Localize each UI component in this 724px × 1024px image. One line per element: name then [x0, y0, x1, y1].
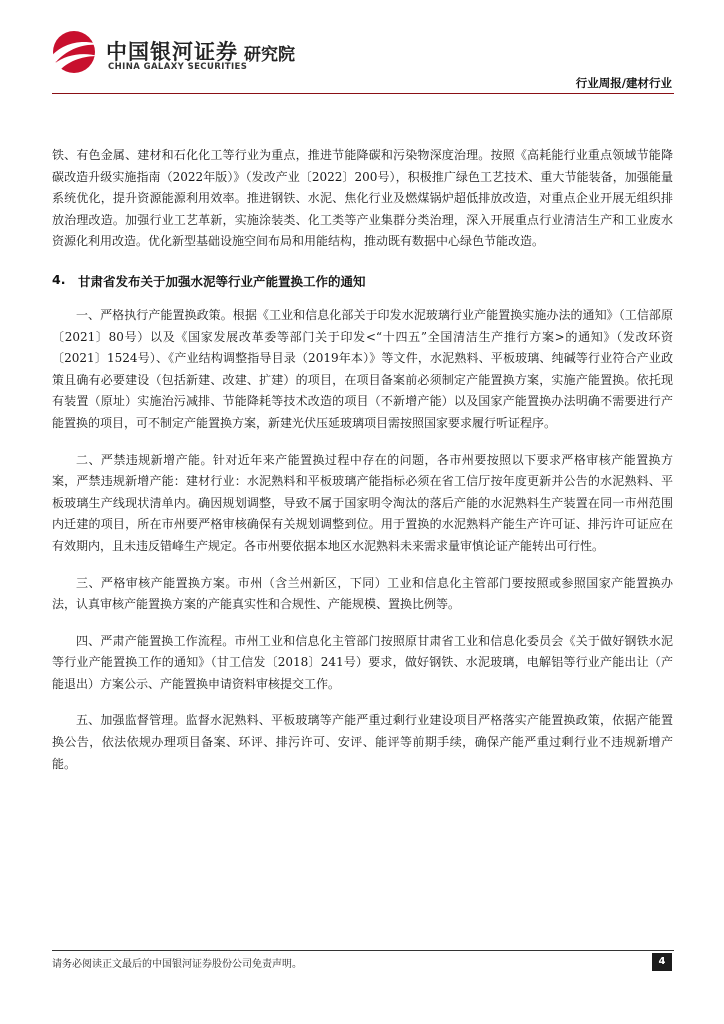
paragraph: 一、严格执行产能置换政策。根据《工业和信息化部关于印发水泥玻璃行业产能置换实施办法的通知》（工信部原〔2021〕80号）以及《国家发展改革委等部门关于印发<“十四五”全国清洁生产推行方案>的通知》（发改环资〔2021〕1524号）、《产业结构调整指导目录（2019年本）》等文件，水泥熟料、平板玻璃、纯碱等行业符合产业政策且确有必要建设（包括新建、改建、扩建）的项目，在项目备案前必须制定产能置换方案，实施产能置换。依托现有装置（原址）实施治污减排、节能降耗等技术改造的项目（不新增产能）以及国家产能置换办法明确不需要进行产能置换的项目，可不制定产能置换方案，新建光伏压延玻璃项目需按照国家要求履行听证程序。 — [52, 307, 673, 430]
brand-name-cn: 中国银河证券 — [106, 40, 238, 64]
page-number: 4 — [652, 953, 672, 971]
paragraph: 二、严禁违规新增产能。针对近年来产能置换过程中存在的问题，各市州要按照以下要求严格审核产能置换方案，严禁违规新增产能：建材行业：水泥熟料和平板玻璃产能指标必须在省工信厅按年度更新并公告的水泥熟料、平板玻璃生产线现状清单内。确因规划调整，导致不属于国家明令淘汰的落后产能的水泥熟料生产装置在同一市州范围内迁建的项目，所在市州要严格审核确保有关规划调整到位。用于置换的水泥熟料产能生产许可证、排污许可证应在有效期内，且未违反错峰生产规定。各市州要依据本地区水泥熟料未来需求量审慎论证产能转出可行性。 — [52, 452, 673, 553]
brand-name-en: CHINA GALAXY SECURITIES — [108, 62, 248, 72]
brand-institute: 研究院 — [244, 45, 295, 65]
section-title: 甘肃省发布关于加强水泥等行业产能置换工作的通知 — [78, 273, 366, 289]
main-content — [52, 145, 673, 790]
paragraph-continued: 铁、有色金属、建材和石化化工等行业为重点，推进节能降碳和污染物深度治理。按照《高耗能行业重点领域节能降碳改造升级实施指南（2022年版）》（发改产业〔2022〕200号），积极推广绿色工艺技术、重大节能装备，加强能量系统优化，提升资源能源利用效率。推进钢铁、水泥、焦化行业及燃煤锅炉超低排放改造，对重点企业开展无组织排放治理改造。加强行业工艺革新，实施涂装类、化工类等产业集群分类治理，深入开展重点行业清洁生产和工业废水资源化利用改造。优化新型基础设施空间布局和用能结构，推动既有数据中心绿色节能改造。 — [52, 148, 673, 249]
disclaimer-note: 请务必阅读正文最后的中国银河证券股份公司免责声明。 — [52, 959, 302, 970]
footer-divider — [52, 950, 674, 951]
paragraph: 三、严格审核产能置换方案。市州（含兰州新区，下同）工业和信息化主管部门要按照或参照国家产能置换办法，认真审核产能置换方案的产能真实性和合规性、产能规模、置换比例等。 — [52, 575, 673, 612]
galaxy-logo-icon — [48, 28, 104, 76]
section-number: 4. — [52, 271, 66, 287]
section-heading — [52, 272, 673, 290]
paragraph: 五、加强监督管理。监督水泥熟料、平板玻璃等产能严重过剩行业建设项目严格落实产能置换政策，依据产能置换公告，依法依规办理项目备案、环评、排污许可、安评、能评等前期手续，确保产能严重过剩行业不违规新增产能。 — [52, 713, 673, 771]
page-header — [0, 0, 724, 96]
paragraph: 四、严肃产能置换工作流程。市州工业和信息化主管部门按照原甘肃省工业和信息化委员会《关于做好钢铁水泥等行业产能置换工作的通知》（甘工信发〔2018〕241号）要求，做好钢铁、水泥玻璃，电解铝等行业产能出让（产能退出）方案公示、产能置换申请资料审核提交工作。 — [52, 633, 673, 691]
header-divider — [52, 93, 674, 94]
report-category: 行业周报/建材行业 — [575, 76, 672, 90]
